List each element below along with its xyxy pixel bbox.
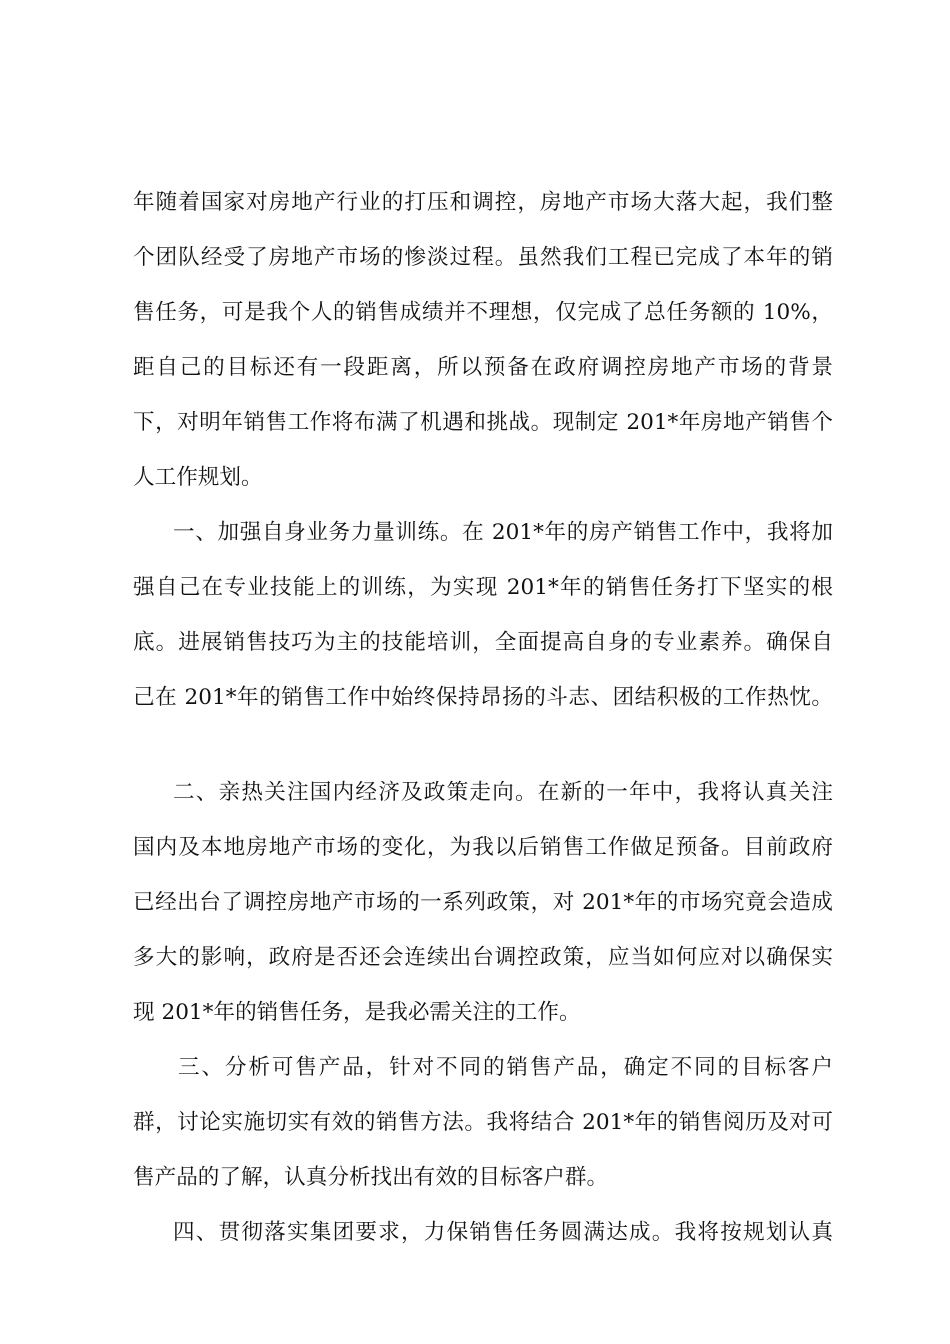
body-text-line: 下，对明年销售工作将布满了机遇和挑战。现制定 201*年房地产销售个 — [133, 410, 833, 435]
paragraph-heading-line: 一、加强自身业务力量训练。在 201*年的房产销售工作中，我将加 — [173, 520, 833, 545]
paragraph-heading-line: 二、亲热关注国内经济及政策走向。在新的一年中，我将认真关注 — [173, 780, 833, 805]
body-text-line: 已经出台了调控房地产市场的一系列政策，对 201*年的市场究竟会造成 — [133, 890, 833, 915]
body-text-line: 现 201*年的销售任务，是我必需关注的工作。 — [133, 1000, 581, 1025]
body-text-line: 年随着国家对房地产行业的打压和调控，房地产市场大落大起，我们整 — [133, 190, 833, 215]
body-text-line: 强自己在专业技能上的训练，为实现 201*年的销售任务打下坚实的根 — [133, 575, 833, 600]
paragraph-heading-line: 三、分析可售产品，针对不同的销售产品，确定不同的目标客户 — [178, 1055, 833, 1080]
body-text-line: 售产品的了解，认真分析找出有效的目标客户群。 — [133, 1165, 609, 1190]
body-text-line: 多大的影响，政府是否还会连续出台调控政策，应当如何应对以确保实 — [133, 945, 833, 970]
body-text-line: 距自己的目标还有一段距离，所以预备在政府调控房地产市场的背景 — [133, 355, 833, 380]
body-text-line: 国内及本地房地产市场的变化，为我以后销售工作做足预备。目前政府 — [133, 835, 833, 860]
body-text-line: 己在 201*年的销售工作中始终保持昂扬的斗志、团结积极的工作热忱。 — [133, 685, 833, 710]
body-text-line: 人工作规划。 — [133, 465, 263, 490]
body-text-line: 底。进展销售技巧为主的技能培训，全面提高自身的专业素养。确保自 — [133, 630, 833, 655]
body-text-line: 个团队经受了房地产市场的惨淡过程。虽然我们工程已完成了本年的销 — [133, 245, 833, 270]
body-text-line: 售任务，可是我个人的销售成绩并不理想，仅完成了总任务额的 10%， — [133, 300, 833, 325]
paragraph-heading-line: 四、贯彻落实集团要求，力保销售任务圆满达成。我将按规划认真 — [173, 1220, 833, 1245]
body-text-line: 群，讨论实施切实有效的销售方法。我将结合 201*年的销售阅历及对可 — [133, 1110, 833, 1135]
